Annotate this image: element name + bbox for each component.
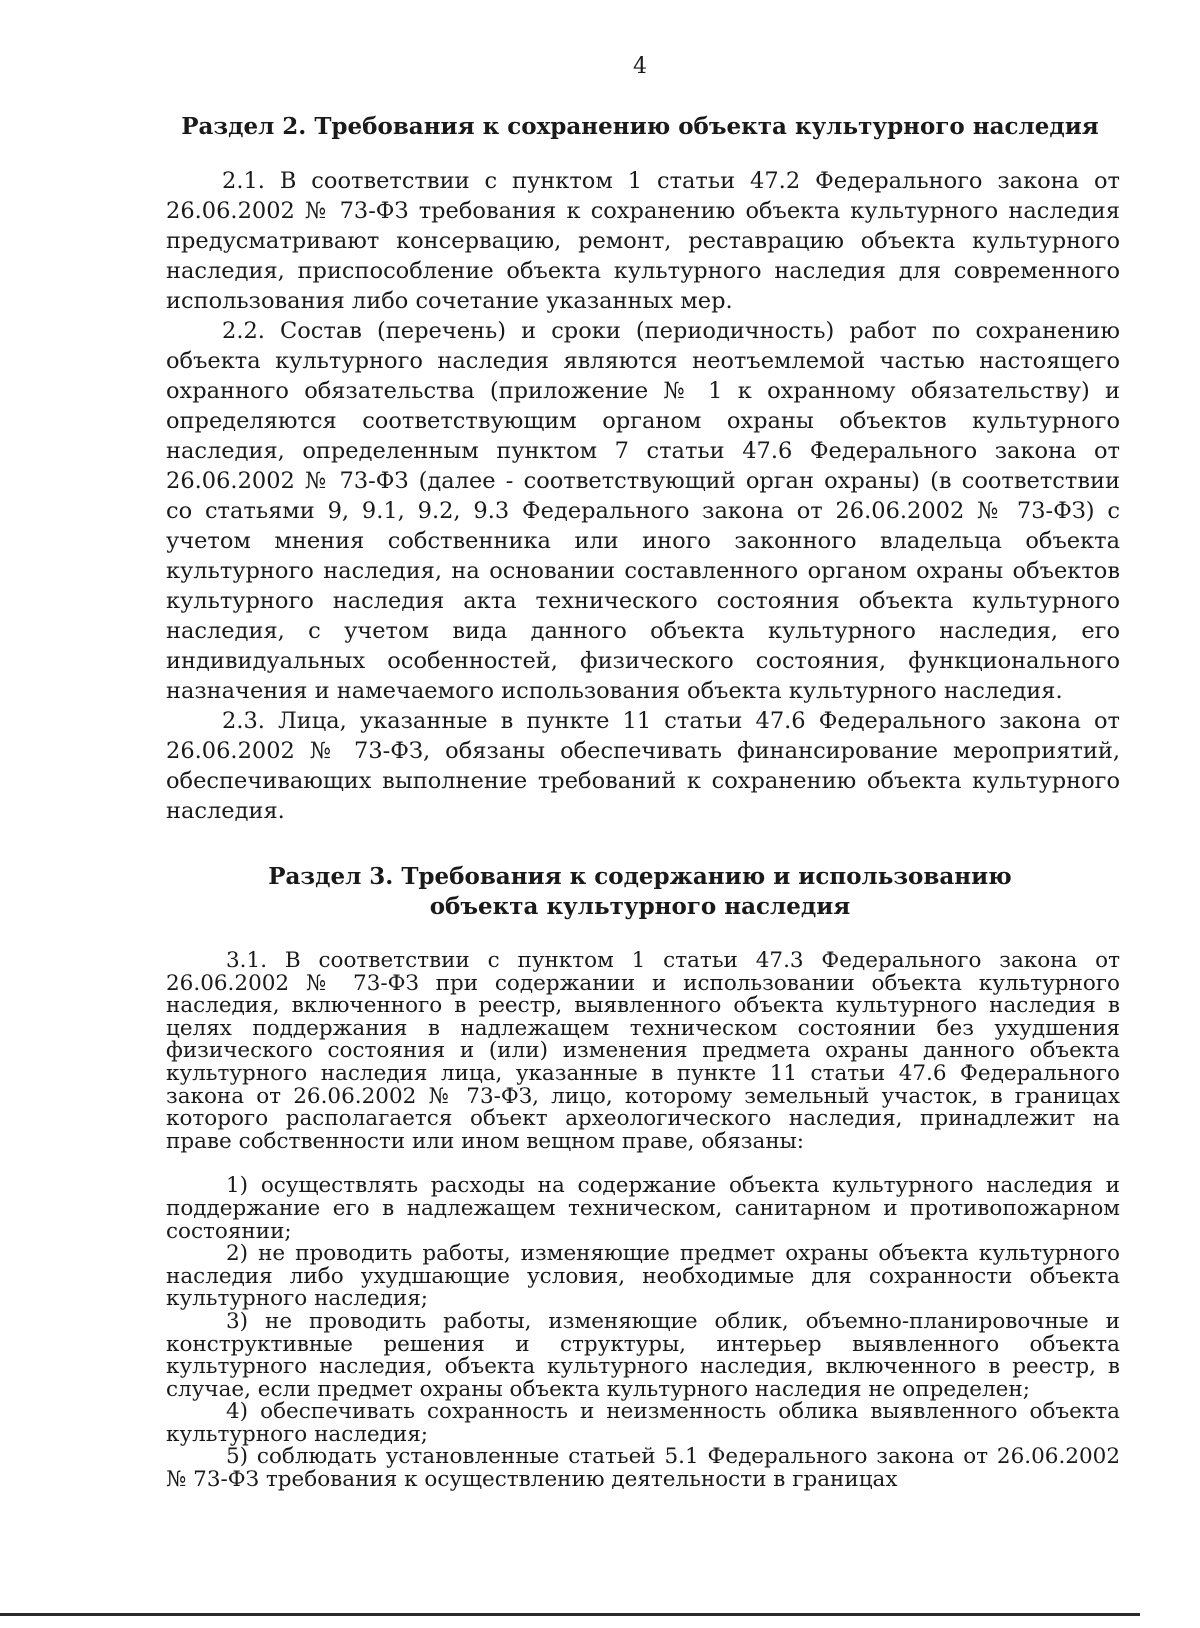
list-item-5: 5) соблюдать установленные статьей 5.1 Федерального закона от 26.06.2002 № 73-ФЗ требования к осуществлению деятельности в границах	[166, 1444, 1120, 1493]
list-item-1: 1) осуществлять расходы на содержание объекта культурного наследия и поддержание его в надлежащем техническом, санитарном и противопожарном состоянии;	[166, 1173, 1120, 1244]
list-item-4: 4) обеспечивать сохранность и неизменность облика выявленного объекта культурного наследия;	[166, 1399, 1120, 1447]
page-number: 4	[633, 54, 647, 79]
list-item-2: 2) не проводить работы, изменяющие предмет охраны объекта культурного наследия либо ухудшающие условия, необходимые для сохранности объекта культурного наследия;	[166, 1241, 1120, 1312]
paragraph-3-1: 3.1. В соответствии с пунктом 1 статьи 47.3 Федерального закона от 26.06.2002 № 73-ФЗ при содержании и использовании объекта культурного наследия, включенного в реестр, выявленного объекта культурного наследия в целях поддержания в надлежащем техническом состоянии без ухудшения физического состояния и (или) изменения предмета охраны данного объекта культурного наследия лица, указанные в пункте 11 статьи 47.6 Федерального закона от 26.06.2002 № 73-ФЗ, лицо, которому земельный участок, в границах которого располагается объект археологического наследия, принадлежит на праве собственности или ином вещном праве, обязаны:	[166, 948, 1120, 1154]
paragraph-2-2: 2.2. Состав (перечень) и сроки (периодичность) работ по сохранению объекта культурного наследия являются неотъемлемой частью настоящего охранного обязательства (приложение № 1 к охранному обязательству) и определяются соответствующим органом охраны объектов культурного наследия, определенным пунктом 7 статьи 47.6 Федерального закона от 26.06.2002 № 73-ФЗ (далее - соответствующий орган охраны) (в соответствии со статьями 9, 9.1, 9.2, 9.3 Федерального закона от 26.06.2002 № 73-ФЗ) с учетом мнения собственника или иного законного владельца объекта культурного наследия, на основании составленного органом охраны объектов культурного наследия акта технического состояния объекта культурного наследия, с учетом вида данного объекта культурного наследия, его индивидуальных особенностей, физического состояния, функционального назначения и намечаемого использования объекта культурного наследия.	[166, 318, 1120, 704]
scan-edge-rule	[0, 1613, 1140, 1616]
section-3-heading-line-2: объекта культурного наследия	[429, 893, 851, 920]
section-3-body	[166, 950, 1120, 1492]
section-2-heading: Раздел 2. Требования к сохранению объекта культурного наследия	[181, 113, 1099, 140]
paragraph-2-3: 2.3. Лица, указанные в пункте 11 статьи 47.6 Федерального закона от 26.06.2002 № 73-ФЗ, обязаны обеспечивать финансирование мероприятий, обеспечивающих выполнение требований к сохранению объекта культурного наследия.	[166, 708, 1120, 824]
section-2-body	[166, 166, 1120, 826]
section-3-heading-line-1: Раздел 3. Требования к содержанию и использованию	[268, 863, 1012, 890]
section-3-heading	[160, 862, 1120, 922]
list-item-3: 3) не проводить работы, изменяющие облик, объемно-планировочные и конструктивные решения и структуры, интерьер выявленного объекта культурного наследия, объекта культурного наследия, включенного в реестр, в случае, если предмет охраны объекта культурного наследия не определен;	[166, 1308, 1120, 1402]
paragraph-2-1: 2.1. В соответствии с пунктом 1 статьи 47.2 Федерального закона от 26.06.2002 № 73-ФЗ требования к сохранению объекта культурного наследия предусматривают консервацию, ремонт, реставрацию объекта культурного наследия, приспособление объекта культурного наследия для современного использования либо сочетание указанных мер.	[166, 168, 1120, 314]
